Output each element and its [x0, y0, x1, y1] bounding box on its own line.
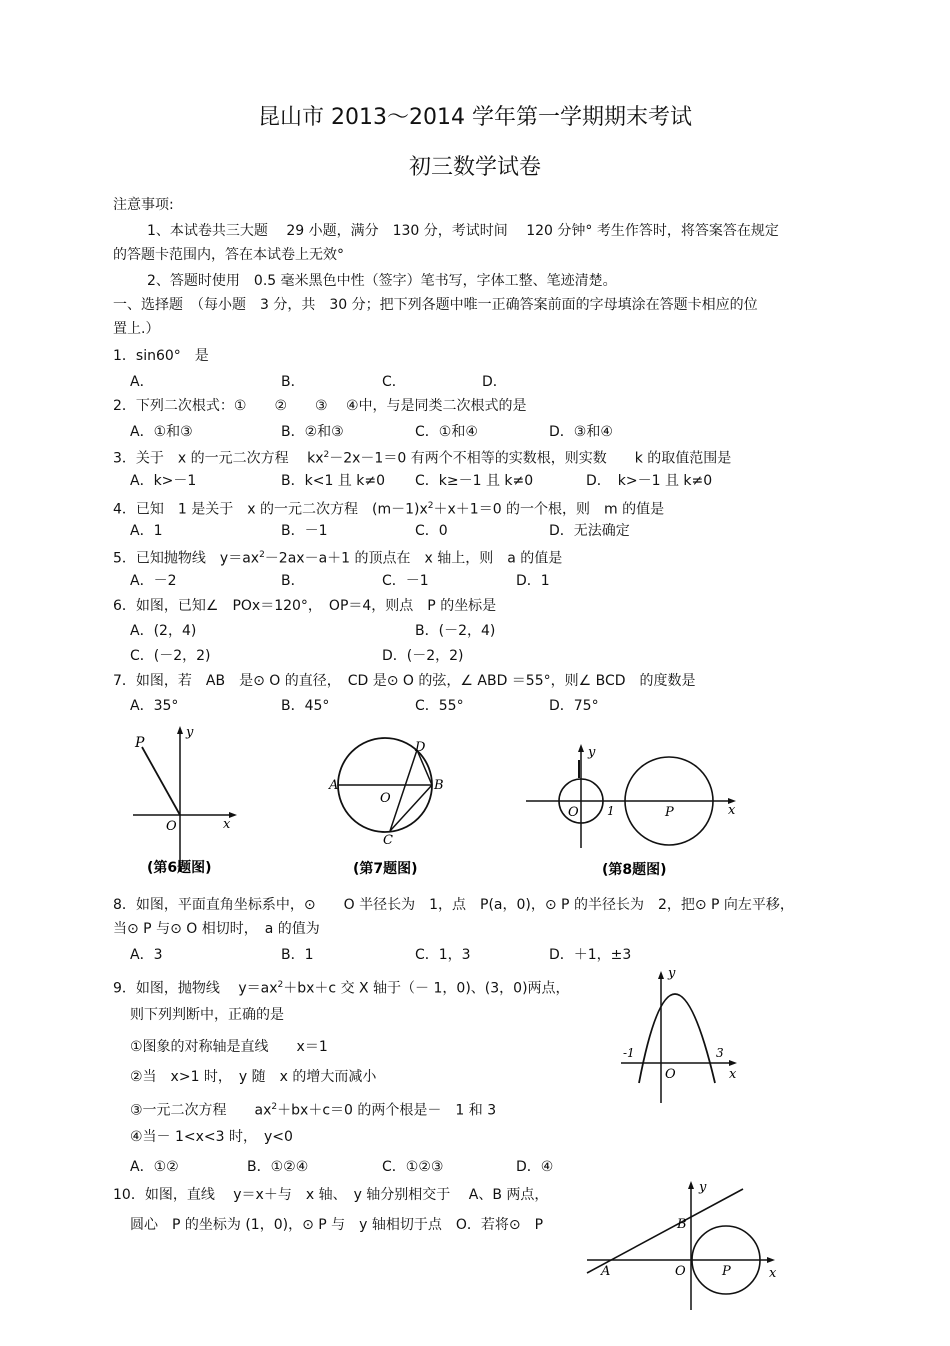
fig7-label-b: B	[434, 778, 444, 793]
q8-stem-line-2: 当⊙ P 与⊙ O 相切时， a 的值为	[113, 921, 320, 937]
figure-8	[522, 738, 752, 880]
fig7-label-c: C	[383, 833, 393, 848]
fig6-caption: (第6题图)	[147, 860, 212, 876]
fig8-label-o: O	[568, 805, 579, 820]
q3-option-d: D． k>－1 且 k≠0	[586, 473, 713, 489]
q9-stem-line-2: 则下列判断中，正确的是	[130, 1007, 284, 1023]
fig10-label-b: B	[677, 1217, 687, 1232]
figure-9	[615, 965, 755, 1105]
q8-option-d: D．＋1，±3	[549, 947, 632, 963]
fig9-label-o: O	[665, 1067, 676, 1082]
q4-option-b: B．－1	[281, 523, 328, 539]
q9-stem: 9．如图，抛物线 $y=ax^2+bx+c$ 交 X 轴于（－ 1，0)、(3，0)两点，	[113, 980, 570, 997]
q6-option-b: B．(－2，4)	[415, 623, 496, 639]
q6-option-a: A．(2，4)	[130, 623, 197, 639]
q4-option-d: D．无法确定	[549, 523, 630, 539]
fig7-label-o: O	[380, 791, 391, 806]
fig9-label-neg1: -1	[623, 1046, 635, 1060]
notes-heading: 注意事项:	[113, 197, 174, 213]
fig7-caption: (第7题图)	[353, 861, 418, 877]
q8-option-b: B．1	[281, 947, 314, 963]
fig7-label-a: A	[329, 778, 339, 793]
section-1-heading: 一、选择题 （每小题 3 分，共 30 分；把下列各题中唯一正确答案前面的字母填涂在答题卡相应的位	[113, 297, 758, 313]
note-1-line-1: 1、本试卷共三大题 29 小题，满分 130 分，考试时间 120 分钟° 考生作答时，将答案答在规定	[147, 223, 779, 239]
exam-subtitle: 初三数学试卷	[408, 155, 541, 180]
section-1-heading-cont: 置上.）	[113, 321, 160, 337]
fig10-label-o: O	[675, 1264, 686, 1279]
q9-statement-2: ②当 x>1 时， y 随 x 的增大而减小	[130, 1069, 377, 1085]
q9-option-d: D．④	[516, 1159, 554, 1175]
figure-6	[125, 722, 255, 882]
q3-option-b: B．k<1 且 k≠0	[281, 473, 385, 489]
q9-option-a: A．①②	[130, 1159, 179, 1175]
q9-statement-1: ①图象的对称轴是直线 x＝1	[130, 1039, 328, 1055]
fig10-label-x: x	[769, 1266, 777, 1281]
q2-option-c: C．①和④	[415, 424, 478, 440]
exam-title: 昆山市 2013～2014 学年第一学期期末考试	[258, 105, 692, 130]
fig9-label-y: y	[668, 966, 676, 981]
q4-option-a: A．1	[130, 523, 163, 539]
q2-option-b: B．②和③	[281, 424, 344, 440]
q1-option-c: C．	[382, 374, 406, 390]
q10-stem-line-2: 圆心 P 的坐标为 (1，0)，⊙ P 与 y 轴相切于点 O．若将⊙ P	[130, 1217, 544, 1233]
q1-option-d: D．	[482, 374, 507, 390]
q9-option-b: B．①②④	[247, 1159, 309, 1175]
q5-option-a: A．－2	[130, 573, 177, 589]
fig7-label-d: D	[415, 740, 426, 755]
figure-10	[583, 1175, 783, 1315]
fig9-label-x: x	[729, 1067, 737, 1082]
q5-option-d: D．1	[516, 573, 550, 589]
q8-option-c: C．1，3	[415, 947, 471, 963]
q4-stem: 4．已知 1 是关于 x 的一元二次方程 $(m-1)x^2+x+1=0$ 的一个根，则 m 的值是	[113, 501, 665, 518]
q2-stem: 2．下列二次根式：① ② ③ ④中，与是同类二次根式的是	[113, 398, 527, 414]
fig6-label-x: x	[223, 817, 231, 832]
q2-option-a: A．①和③	[130, 424, 193, 440]
fig10-label-y: y	[699, 1180, 707, 1195]
q3-option-c: C．k≥－1 且 k≠0	[415, 473, 534, 489]
q6-option-c: C．(－2，2)	[130, 648, 211, 664]
q6-option-d: D．(－2，2)	[382, 648, 464, 664]
fig8-label-x: x	[728, 803, 736, 818]
q9-statement-4: ④当－ 1<x<3 时， y<0	[130, 1129, 293, 1145]
q8-option-a: A．3	[130, 947, 163, 963]
fig10-label-p: P	[722, 1264, 731, 1279]
q4-option-c: C．0	[415, 523, 448, 539]
q3-option-a: A．k>－1	[130, 473, 197, 489]
q1-option-b: B．	[281, 374, 305, 390]
q7-stem: 7．如图，若 AB 是⊙ O 的直径， CD 是⊙ O 的弦，∠ ABD ＝55°，则∠ BCD 的度数是	[113, 673, 696, 689]
q10-stem-line-1: 10．如图，直线 y＝x＋与 x 轴、 y 轴分别相交于 A、B 两点，	[113, 1187, 549, 1203]
note-1-line-2: 的答题卡范围内，答在本试卷上无效°	[113, 247, 344, 263]
q7-option-c: C．55°	[415, 698, 464, 714]
note-2: 2、答题时使用 0.5 毫米黑色中性（签字）笔书写，字体工整、笔迹清楚。	[147, 273, 617, 289]
q7-option-d: D．75°	[549, 698, 599, 714]
fig10-label-a: A	[601, 1264, 611, 1279]
q1-stem: 1．sin60° 是	[113, 348, 209, 364]
q9-statement-3: ③一元二次方程 $ax^2+bx+c=0$ 的两个根是－ 1 和 3	[130, 1102, 497, 1119]
fig6-label-o: O	[166, 819, 177, 834]
fig6-label-y: y	[186, 725, 194, 740]
q7-option-a: A．35°	[130, 698, 179, 714]
q8-stem-line-1: 8．如图，平面直角坐标系中，⊙ O 半径长为 1，点 P(a，0)，⊙ P 的半径长为 2，把⊙ P 向左平移，	[113, 897, 794, 913]
fig8-label-y: y	[588, 745, 596, 760]
q3-stem: 3．关于 x 的一元二次方程 $kx^2-2x-1=0$ 有两个不相等的实数根，则实数 k 的取值范围是	[113, 450, 732, 467]
q6-stem: 6．如图，已知∠ POx＝120°， OP＝4，则点 P 的坐标是	[113, 598, 497, 614]
q2-option-d: D．③和④	[549, 424, 613, 440]
fig6-label-p: P	[135, 735, 145, 751]
q5-stem: 5．已知抛物线 $y=ax^2-2ax-a+1$ 的顶点在 x 轴上，则 a 的值是	[113, 550, 563, 567]
fig9-label-3: 3	[716, 1046, 724, 1060]
q5-option-b: B．	[281, 573, 305, 589]
fig8-label-one: 1	[607, 804, 615, 818]
fig8-label-p: P	[665, 805, 674, 820]
q1-option-a: A．	[130, 374, 154, 390]
q5-option-c: C．－1	[382, 573, 429, 589]
figure-7	[325, 728, 455, 878]
q7-option-b: B．45°	[281, 698, 330, 714]
q9-option-c: C．①②③	[382, 1159, 444, 1175]
fig8-caption: (第8题图)	[602, 862, 667, 878]
